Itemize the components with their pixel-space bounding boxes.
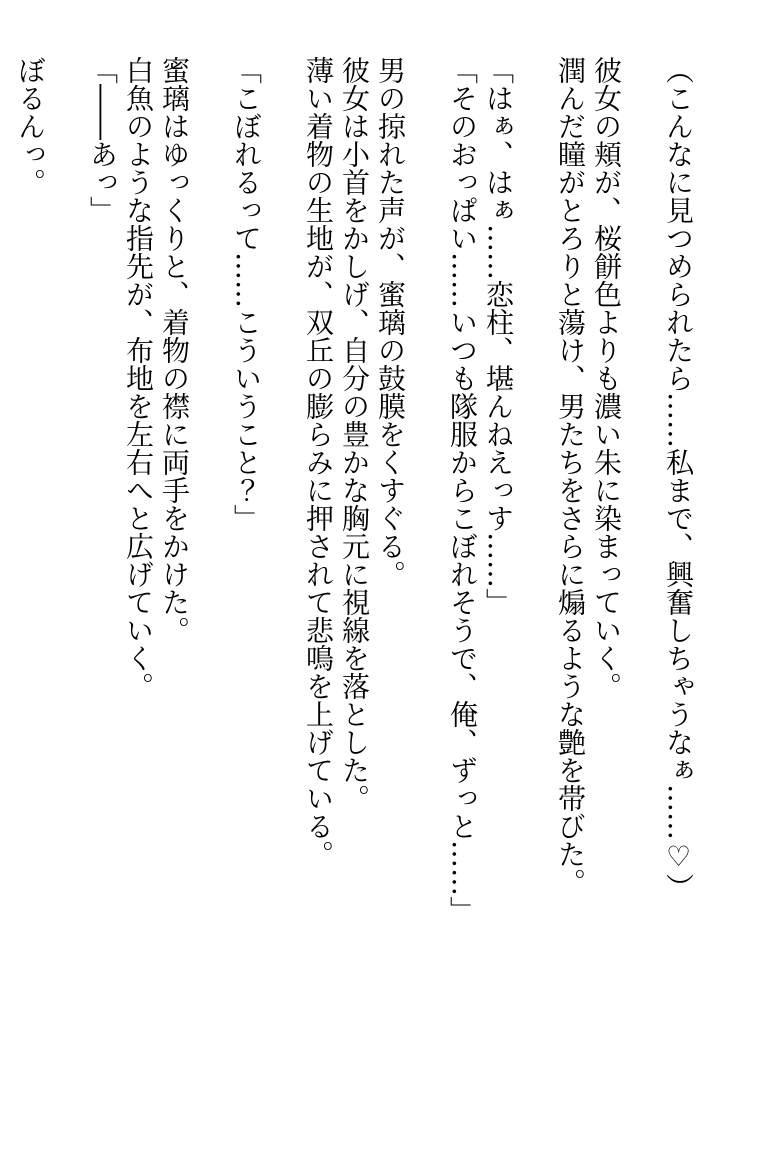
blank-line bbox=[516, 56, 552, 1116]
text-line-narration: 潤んだ瞳がとろりと蕩け、男たちをさらに煽るような艶を帯びた。 bbox=[554, 56, 587, 896]
blank-line bbox=[624, 56, 660, 1116]
blank-line bbox=[264, 56, 300, 1116]
text-line-narration: 蜜璃はゆっくりと、着物の襟に両手をかけた。 bbox=[158, 56, 191, 644]
text-line-thought: （こんなに見つめられたら……私まで、興奮しちゃうなぁ……♡） bbox=[662, 56, 695, 901]
blank-line bbox=[192, 56, 228, 1116]
text-line-sfx: ぼるんっ。 bbox=[14, 56, 47, 196]
text-line-narration: 彼女は小首をかしげ、自分の豊かな胸元に視線を落とした。 bbox=[338, 56, 371, 812]
text-line-dialogue: 「はぁ、はぁ……恋柱、堪んねえっす……」 bbox=[482, 56, 515, 616]
text-line-narration: 白魚のような指先が、布地を左右へと広げていく。 bbox=[122, 56, 155, 700]
text-line-narration: 薄い着物の生地が、双丘の膨らみに押されて悲鳴を上げている。 bbox=[302, 56, 335, 868]
blank-line bbox=[48, 56, 84, 1116]
text-line-dialogue: 「そのおっぱい……いつも隊服からこぼれそうで、俺、ずっと……」 bbox=[446, 56, 479, 924]
text-line-dialogue: 「――あっ」 bbox=[86, 56, 119, 224]
text-line-narration: 彼女の頬が、桜餅色よりも濃い朱に染まっていく。 bbox=[590, 56, 623, 700]
novel-text-block bbox=[12, 56, 696, 1116]
blank-line bbox=[408, 56, 444, 1116]
text-line-narration: 男の掠れた声が、蜜璃の鼓膜をくすぐる。 bbox=[374, 56, 407, 588]
text-line-dialogue: 「こぼれるって……こういうこと？」 bbox=[230, 56, 263, 532]
